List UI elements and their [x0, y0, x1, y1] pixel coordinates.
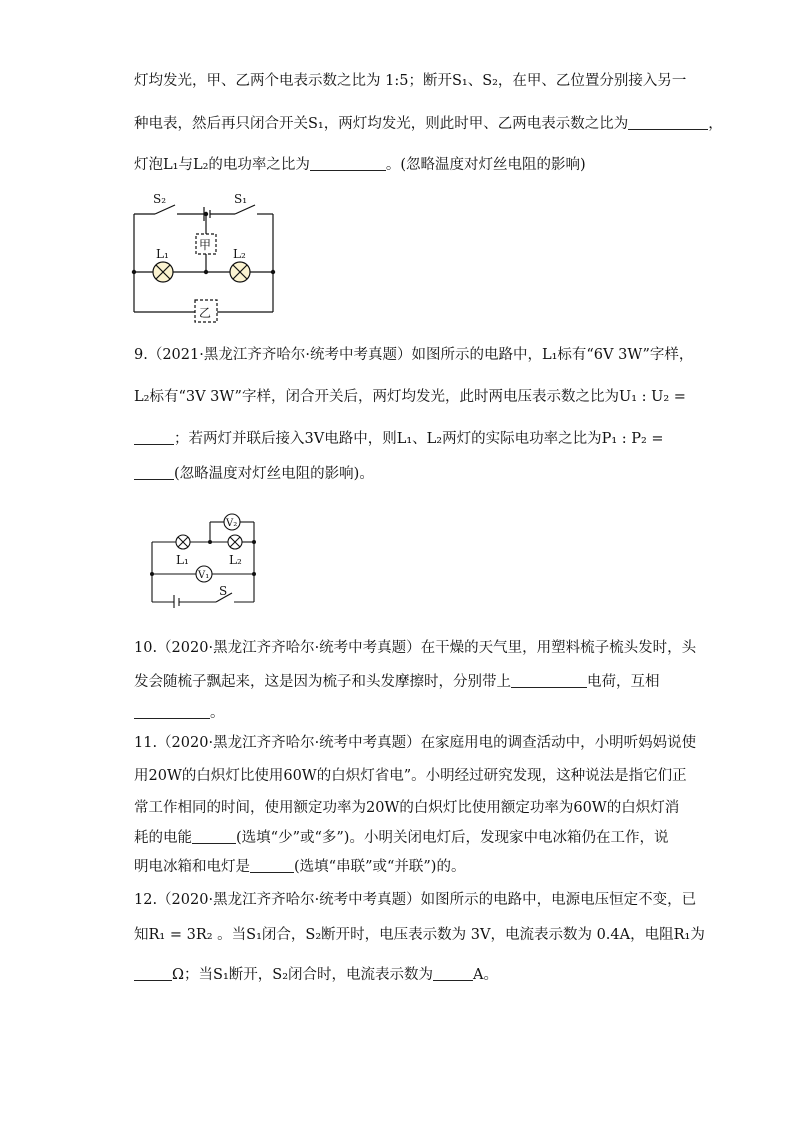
q12-answer-blank-1[interactable] [134, 966, 172, 981]
q10-answer-blank-1[interactable] [511, 673, 587, 688]
q9-label-l2: L₂ [229, 553, 242, 567]
q9-label-v2: V₂ [226, 518, 238, 529]
q11-answer-blank-1[interactable] [192, 829, 236, 844]
q12-line-1: 12.（2020·黑龙江齐齐哈尔·统考中考真题）如图所示的电路中，电源电压恒定不变，已 [134, 892, 697, 908]
q11-line-5: 明电冰箱和电灯是 (选填“串联”或“并联”)的。 [134, 859, 466, 875]
q9-answer-blank-1[interactable] [134, 430, 174, 445]
q8-label-yi: 乙 [199, 306, 212, 320]
q8-answer-blank-2[interactable] [310, 156, 386, 171]
q8-label-l1: L₁ [156, 247, 169, 261]
q9-line-3: ；若两灯并联后接入3V电路中，则L₁、L₂两灯的实际电功率之比为P₁ : P₂ = [134, 429, 664, 449]
q11-line-1: 11.（2020·黑龙江齐齐哈尔·统考中考真题）在家庭用电的调查活动中，小明听妈妈说使 [134, 735, 697, 751]
q12-line-2: 知R₁ = 3R₂ 。当S₁闭合，S₂断开时，电压表示数为 3V，电流表示数为 0.4A，电阻R₁为 [134, 927, 705, 943]
q9-label-v1: V₁ [198, 570, 210, 581]
q11-answer-blank-2[interactable] [250, 858, 294, 873]
q9-line-1: 9.（2021·黑龙江齐齐哈尔·统考中考真题）如图所示的电路中，L₁标有“6V 3W”字样， [134, 347, 694, 363]
q10-line-1: 10.（2020·黑龙江齐齐哈尔·统考中考真题）在干燥的天气里，用塑料梳子梳头发时，头 [134, 640, 697, 656]
q9-circuit-diagram [146, 508, 261, 608]
q8-line-1: 灯均发光，甲、乙两个电表示数之比为 1:5；断开S₁、S₂，在甲、乙位置分别接入另一 [134, 73, 687, 89]
q8-answer-blank-1[interactable] [628, 115, 708, 130]
q12-line-3: Ω；当S₁断开，S₂闭合时，电流表示数为 A。 [134, 965, 498, 985]
q8-line-3: 灯泡L₁与L₂的电功率之比为 。(忽略温度对灯丝电阻的影响) [134, 157, 586, 173]
q8-label-s2: S₂ [153, 192, 167, 206]
q9-line-4: (忽略温度对灯丝电阻的影响)。 [134, 464, 374, 484]
q8-label-jia: 甲 [199, 238, 212, 252]
q11-line-2: 用20W的白炽灯比使用60W的白炽灯省电”。小明经过研究发现，这种说法是指它们正 [134, 768, 687, 784]
q9-label-s: S [219, 584, 228, 598]
q9-line-2: L₂标有“3V 3W”字样，闭合开关后，两灯均发光，此时两电压表示数之比为U₁ : U₂ = [134, 389, 686, 405]
q8-circuit-diagram [125, 190, 285, 330]
q8-label-s1: S₁ [234, 192, 248, 206]
q8-label-l2: L₂ [233, 247, 246, 261]
q12-answer-blank-2[interactable] [433, 966, 473, 981]
q9-answer-blank-2[interactable] [134, 465, 174, 480]
q11-line-3: 常工作相同的时间，使用额定功率为20W的白炽灯比使用额定功率为60W的白炽灯消 [134, 800, 680, 816]
q8-line-2: 种电表，然后再只闭合开关S₁，两灯均发光，则此时甲、乙两电表示数之比为 ， [134, 116, 723, 132]
q10-answer-blank-2[interactable] [134, 704, 210, 719]
q10-line-3: 。 [134, 703, 225, 723]
q11-line-4: 耗的电能 (选填“少”或“多”)。小明关闭电灯后，发现家中电冰箱仍在工作，说 [134, 830, 669, 846]
q9-label-l1: L₁ [176, 553, 189, 567]
q10-line-2: 发会随梳子飘起来，这是因为梳子和头发摩擦时，分别带上 电荷，互相 [134, 674, 660, 690]
